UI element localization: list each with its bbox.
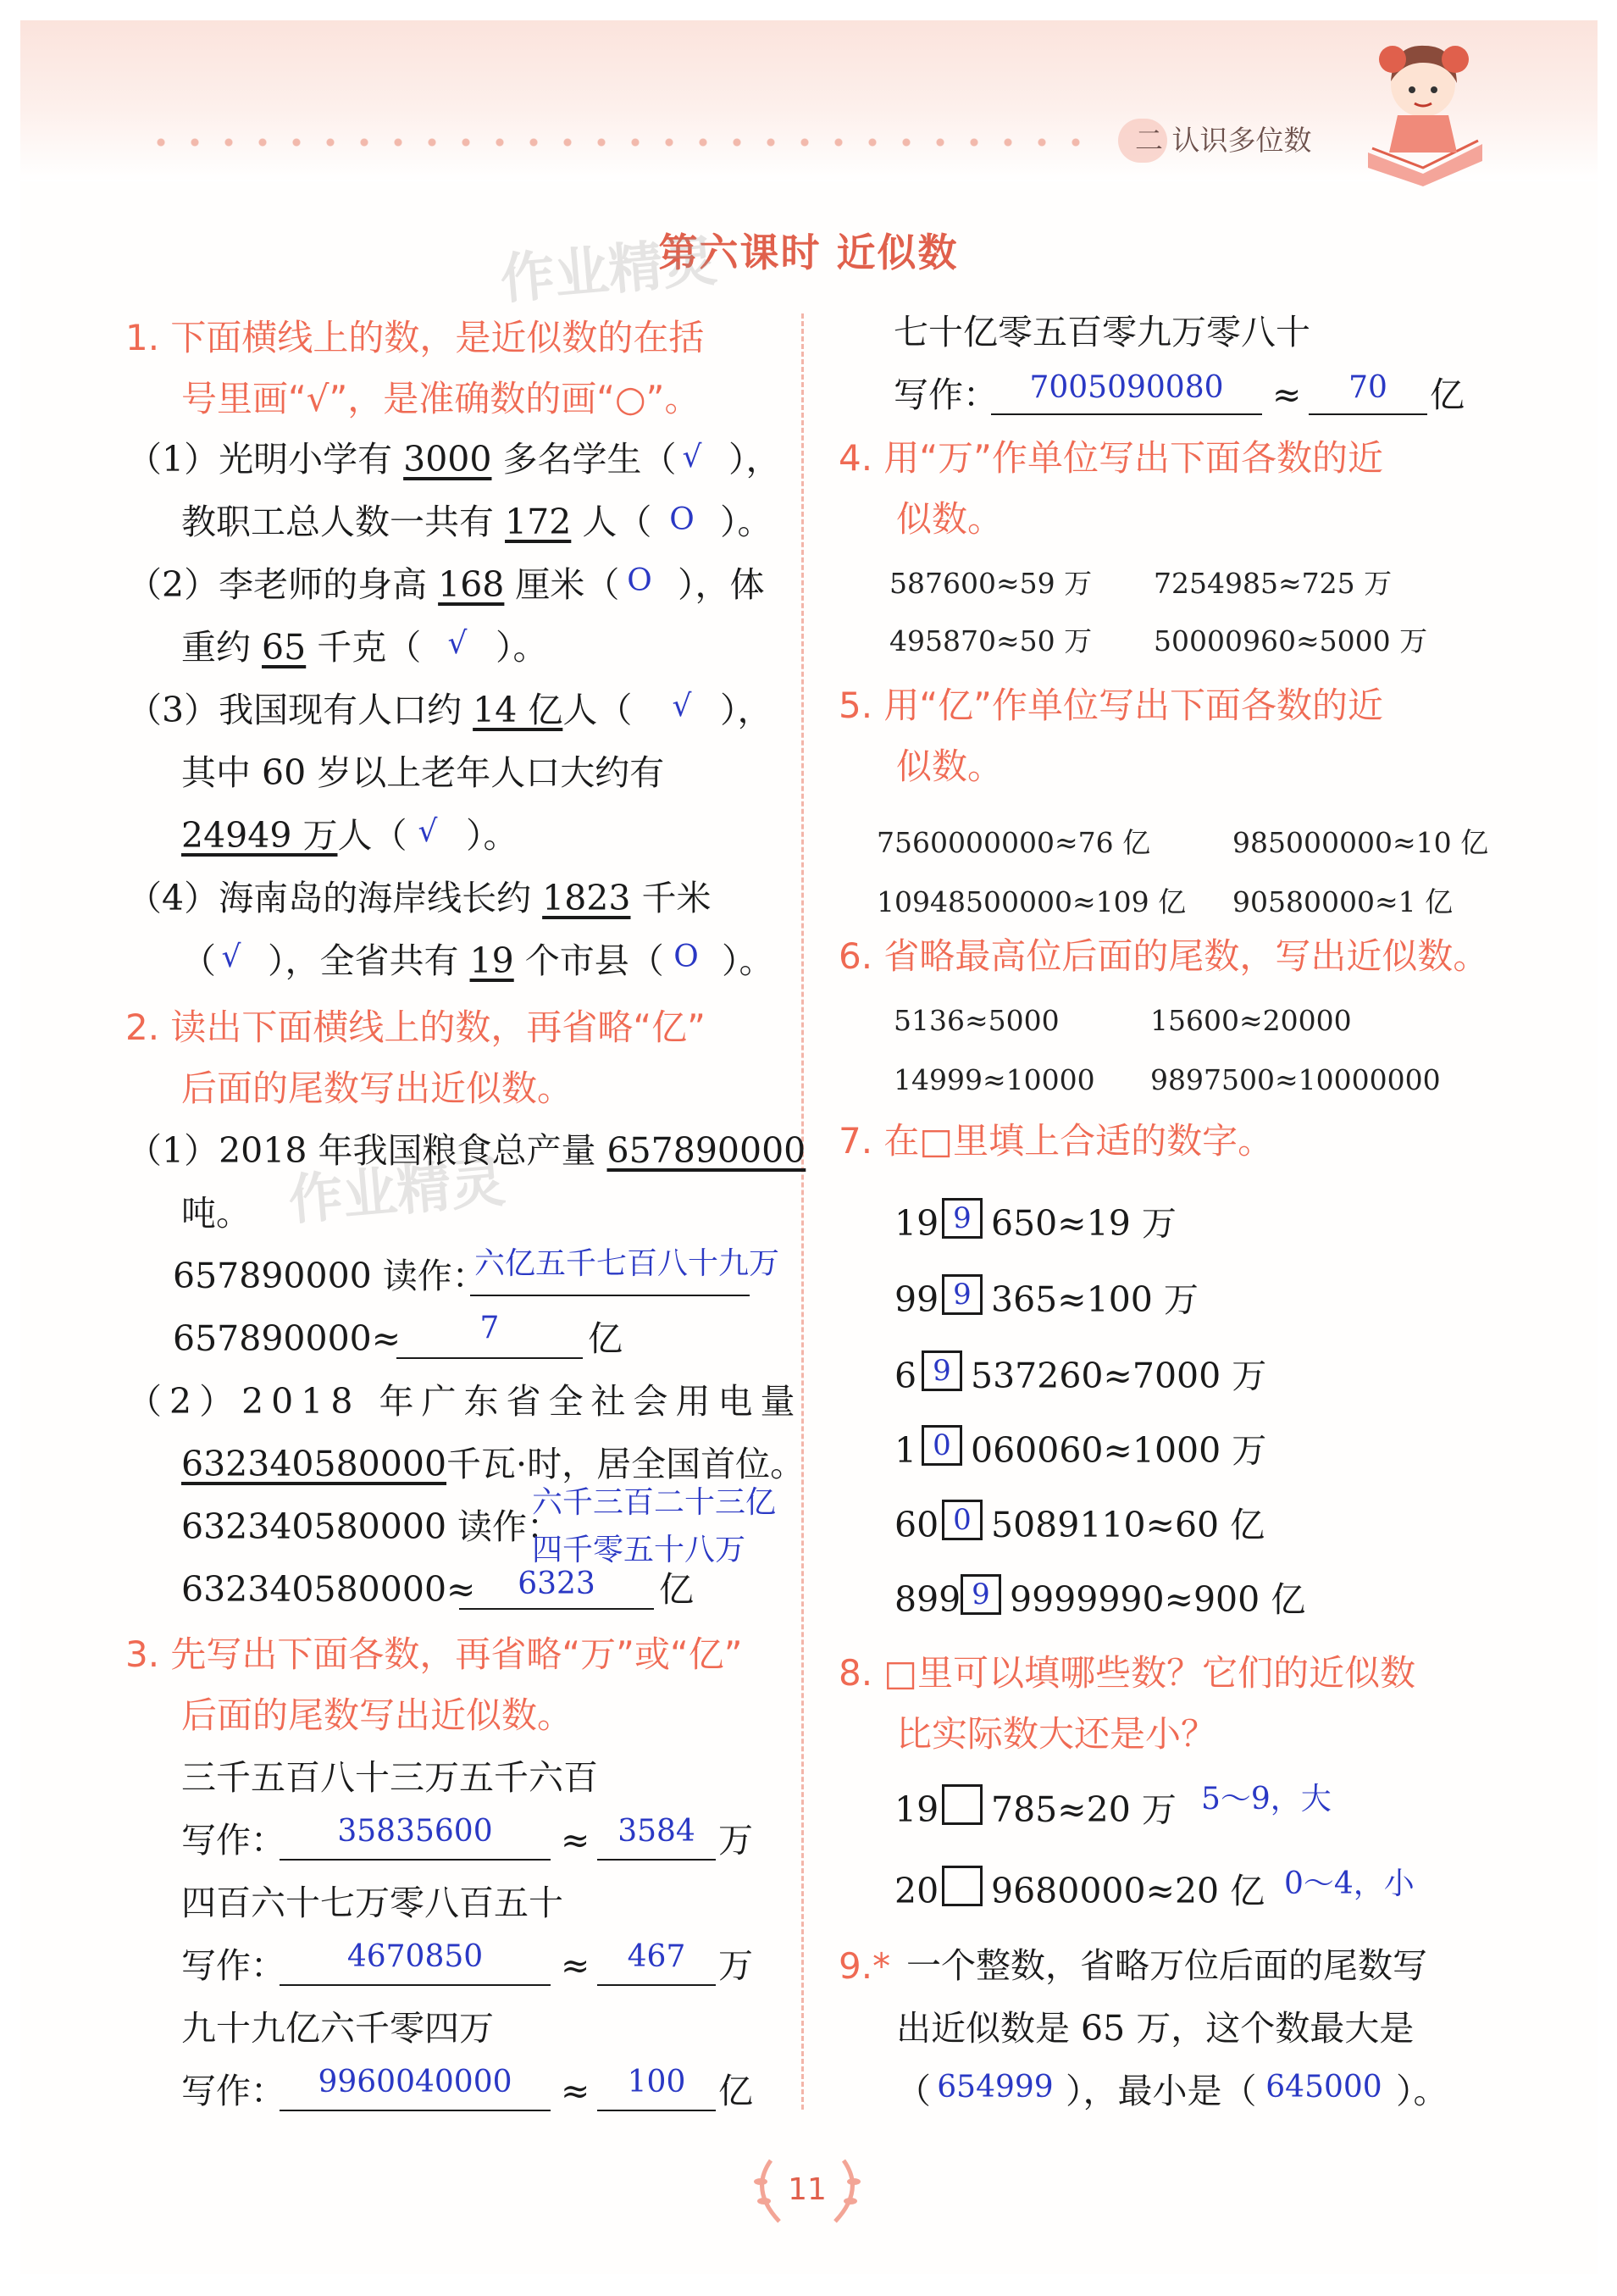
q1-part1-line2: 教职工总人数一共有 172 人（	[181, 502, 652, 542]
q6-answer-2: 15600≈20000	[1150, 1004, 1352, 1037]
q5-answer-3: 10948500000≈109 亿	[877, 885, 1187, 918]
q4-answer-1: 587600≈59 万	[889, 567, 1093, 600]
q3-item4-approx-line	[1309, 413, 1427, 415]
q1-part4-line2: ），全省共有 19 个市县（	[268, 940, 664, 981]
q3-item1-num-line	[280, 1859, 551, 1861]
q3-item3-approx-line	[597, 2110, 716, 2111]
q2-part2-read-answer-1: 六千三百二十三亿	[532, 1485, 777, 1520]
q2-part1-approx-line	[396, 1357, 583, 1359]
q8-heading-line1: 8. □里可以填哪些数？它们的近似数	[839, 1652, 1416, 1694]
q5-answer-2: 985000000≈10 亿	[1232, 826, 1489, 859]
q2-part2-approx-label: 632340580000≈	[181, 1569, 476, 1610]
unit-label: 二 认识多位数	[1135, 124, 1312, 157]
q7-item4-post: 060060≈1000 万	[971, 1430, 1267, 1471]
q9-number: 9.*	[839, 1945, 891, 1987]
q1-part2-line2: 重约 65 千克（	[181, 627, 422, 668]
q3-heading-line2: 后面的尾数写出近似数。	[181, 1694, 573, 1736]
q3-item4-label: 写作：	[894, 374, 998, 415]
q4-heading-line1: 4. 用“万”作单位写出下面各数的近	[839, 437, 1383, 479]
q9-mid: ），最小是（	[1066, 2071, 1257, 2111]
q3-item1-unit: 万	[718, 1820, 753, 1861]
q1-part3-line3: 24949 万人（	[181, 815, 407, 856]
q2-part2-unit: 亿	[659, 1569, 694, 1610]
q8-item1-answer: 5～9，大	[1201, 1782, 1332, 1816]
header-dots	[144, 138, 1093, 147]
q3-item2-approx-sign: ≈	[561, 1945, 590, 1986]
q1-part3-line1: （3）我国现有人口约 14 亿人（	[127, 690, 633, 730]
q1-part2-close: ），体	[678, 564, 765, 605]
q3-item3-approx-answer: 100	[627, 2065, 686, 2099]
q7-item5-post: 5089110≈60 亿	[991, 1505, 1265, 1545]
q1-heading-line1: 1. 下面横线上的数，是近似数的在括	[125, 317, 705, 358]
q3-item1-approx-answer: 3584	[617, 1814, 695, 1849]
q7-item1-pre: 19	[894, 1203, 939, 1244]
q7-item6-post: 9999990≈900 亿	[1010, 1579, 1306, 1620]
q1-part3-close-2: ）。	[466, 815, 518, 856]
q9-min-answer: 645000	[1265, 2070, 1382, 2105]
column-divider	[801, 313, 804, 2110]
q2-part1-read-answer: 六亿五千七百八十九万	[474, 1246, 780, 1281]
q3-item3-num-line	[280, 2110, 551, 2111]
q5-heading-line2: 似数。	[896, 746, 1004, 787]
q4-answer-4: 50000960≈5000 万	[1154, 624, 1428, 657]
watermark-mid: 作业精灵	[285, 1151, 508, 1233]
q3-item4-approx-answer: 70	[1348, 370, 1387, 405]
q3-item2-unit: 万	[718, 1945, 753, 1986]
q2-part1-line2: 吨。	[181, 1193, 251, 1234]
q2-part2-approx-line	[459, 1608, 654, 1610]
q7-item6-box: 9	[961, 1574, 1001, 1615]
q1-part4-line1: （4）海南岛的海岸线长约 1823 千米	[127, 878, 712, 918]
q3-item4-num-line	[991, 413, 1262, 415]
q7-item3-post: 537260≈7000 万	[971, 1356, 1267, 1396]
q1-part1-answer-2: O	[669, 502, 695, 537]
q3-item3-words: 九十九亿六千零四万	[181, 2008, 494, 2049]
q2-part2-line2: 632340580000千瓦·时，居全国首位。	[181, 1444, 806, 1484]
q2-part1-read-line	[470, 1295, 750, 1296]
q3-item2-num-answer: 4670850	[346, 1939, 484, 1974]
q1-part1-close: ），	[728, 439, 781, 480]
page-number: 11	[788, 2172, 827, 2207]
q2-part2-line1: （2）2018 年广东省全社会用电量	[127, 1381, 803, 1422]
q3-item3-label: 写作：	[181, 2071, 285, 2111]
q7-item6-pre: 899	[894, 1579, 961, 1620]
q3-item3-unit: 亿	[718, 2071, 753, 2111]
q7-item1-box: 9	[942, 1198, 983, 1239]
q7-item2-pre: 99	[894, 1279, 939, 1320]
q1-part4-open: （	[181, 940, 216, 981]
q3-item3-approx-sign: ≈	[561, 2071, 590, 2111]
q3-item2-num-line	[280, 1984, 551, 1986]
q1-part4-close: ）。	[722, 940, 774, 981]
q1-part3-answer-2: √	[418, 814, 438, 849]
q9-max-answer: 654999	[937, 2070, 1054, 2105]
q2-part1-approx-label: 657890000≈	[173, 1318, 401, 1359]
q8-item1-pre: 19	[894, 1789, 939, 1830]
q2-part2-read-label: 632340580000 读作：	[181, 1506, 562, 1547]
q2-part1-unit: 亿	[588, 1318, 623, 1359]
q1-part2-answer-2: √	[447, 626, 468, 661]
q2-heading-line2: 后面的尾数写出近似数。	[181, 1068, 573, 1109]
q5-answer-1: 7560000000≈76 亿	[877, 826, 1151, 859]
q1-part2-answer-1: O	[627, 563, 652, 598]
q1-heading-line2: 号里画“√”，是准确数的画“○”。	[181, 378, 701, 419]
q7-item5-box: 0	[942, 1500, 983, 1540]
q1-part4-answer-2: O	[673, 940, 699, 974]
q7-item3-pre: 6	[894, 1356, 917, 1396]
page-title: 第六课时 近似数	[658, 230, 959, 275]
q3-item2-label: 写作：	[181, 1945, 285, 1986]
q3-item1-approx-sign: ≈	[561, 1820, 590, 1861]
q7-item2-box: 9	[942, 1274, 983, 1315]
q1-part1-line1: （1）光明小学有 3000 多名学生（	[127, 439, 677, 480]
q9-open: （	[896, 2071, 931, 2111]
q7-item1-post: 650≈19 万	[991, 1203, 1177, 1244]
q8-heading-line2: 比实际数大还是小？	[896, 1713, 1217, 1755]
q6-answer-3: 14999≈10000	[894, 1063, 1095, 1096]
q2-part2-approx-answer: 6323	[518, 1567, 595, 1601]
q8-item2-box[interactable]	[942, 1866, 983, 1906]
q1-part1-answer-1: √	[682, 440, 702, 474]
q3-item1-words: 三千五百八十三万五千六百	[181, 1757, 598, 1798]
q7-item2-post: 365≈100 万	[991, 1279, 1199, 1320]
q6-heading: 6. 省略最高位后面的尾数，写出近似数。	[839, 935, 1489, 977]
q1-part2-line1: （2）李老师的身高 168 厘米（	[127, 564, 620, 605]
q3-item4-num-answer: 7005090080	[1029, 370, 1224, 405]
q5-answer-4: 90580000≈1 亿	[1232, 885, 1454, 918]
q1-part3-answer-1: √	[672, 689, 692, 724]
q8-item2-pre: 20	[894, 1871, 939, 1911]
q8-item1-post: 785≈20 万	[991, 1789, 1177, 1830]
q6-answer-1: 5136≈5000	[894, 1004, 1060, 1037]
q2-part2-read-answer-2: 四千零五十八万	[532, 1533, 746, 1567]
q8-item2-answer: 0～4，小	[1284, 1866, 1415, 1901]
q1-part3-line2: 其中 60 岁以上老年人口大约有	[181, 752, 665, 793]
q9-line2: 出近似数是 65 万，这个数最大是	[896, 2008, 1415, 2049]
q4-answer-3: 495870≈50 万	[889, 624, 1093, 657]
q3-item4-unit: 亿	[1430, 374, 1465, 415]
q3-item1-approx-line	[597, 1859, 716, 1861]
q7-item3-box: 9	[922, 1350, 962, 1391]
q3-item4-words: 七十亿零五百零九万零八十	[894, 312, 1310, 352]
q2-part1-approx-answer: 7	[479, 1311, 500, 1345]
q7-item4-pre: 1	[894, 1430, 917, 1471]
q8-item2-post: 9680000≈20 亿	[991, 1871, 1265, 1911]
q9-close: ）。	[1396, 2071, 1448, 2111]
q6-answer-4: 9897500≈10000000	[1150, 1063, 1441, 1096]
q7-heading: 7. 在□里填上合适的数字。	[839, 1120, 1274, 1162]
q5-heading-line1: 5. 用“亿”作单位写出下面各数的近	[839, 685, 1383, 726]
q7-item5-pre: 60	[894, 1505, 939, 1545]
q4-heading-line2: 似数。	[896, 498, 1004, 540]
q3-item2-approx-answer: 467	[627, 1939, 686, 1974]
q7-item4-box: 0	[922, 1425, 962, 1466]
q1-part2-close-2: ）。	[496, 627, 548, 668]
q3-item1-label: 写作：	[181, 1820, 285, 1861]
q3-item4-approx-sign: ≈	[1272, 374, 1302, 415]
watermark-top: 作业精灵	[497, 230, 720, 312]
q1-part3-close: ），	[720, 690, 773, 730]
q2-part1-read-label: 657890000 读作：	[173, 1256, 487, 1296]
q1-part1-close-2: ）。	[720, 502, 773, 542]
q1-part4-answer-1: √	[221, 940, 241, 974]
q3-item1-num-answer: 35835600	[337, 1814, 493, 1849]
q3-item2-words: 四百六十七万零八百五十	[181, 1883, 563, 1923]
q3-item2-approx-line	[597, 1984, 716, 1986]
q3-heading-line1: 3. 先写出下面各数，再省略“万”或“亿”	[125, 1633, 743, 1675]
q4-answer-2: 7254985≈725 万	[1154, 567, 1393, 600]
q9-line1: 一个整数，省略万位后面的尾数写	[906, 1945, 1427, 1986]
q8-item1-box[interactable]	[942, 1784, 983, 1825]
q3-item3-num-answer: 9960040000	[318, 2065, 512, 2099]
q2-heading-line1: 2. 读出下面横线上的数，再省略“亿”	[125, 1007, 706, 1048]
q2-part1-line1: （1）2018 年我国粮食总产量 657890000	[127, 1130, 806, 1171]
girl-reading-icon	[1355, 25, 1491, 186]
